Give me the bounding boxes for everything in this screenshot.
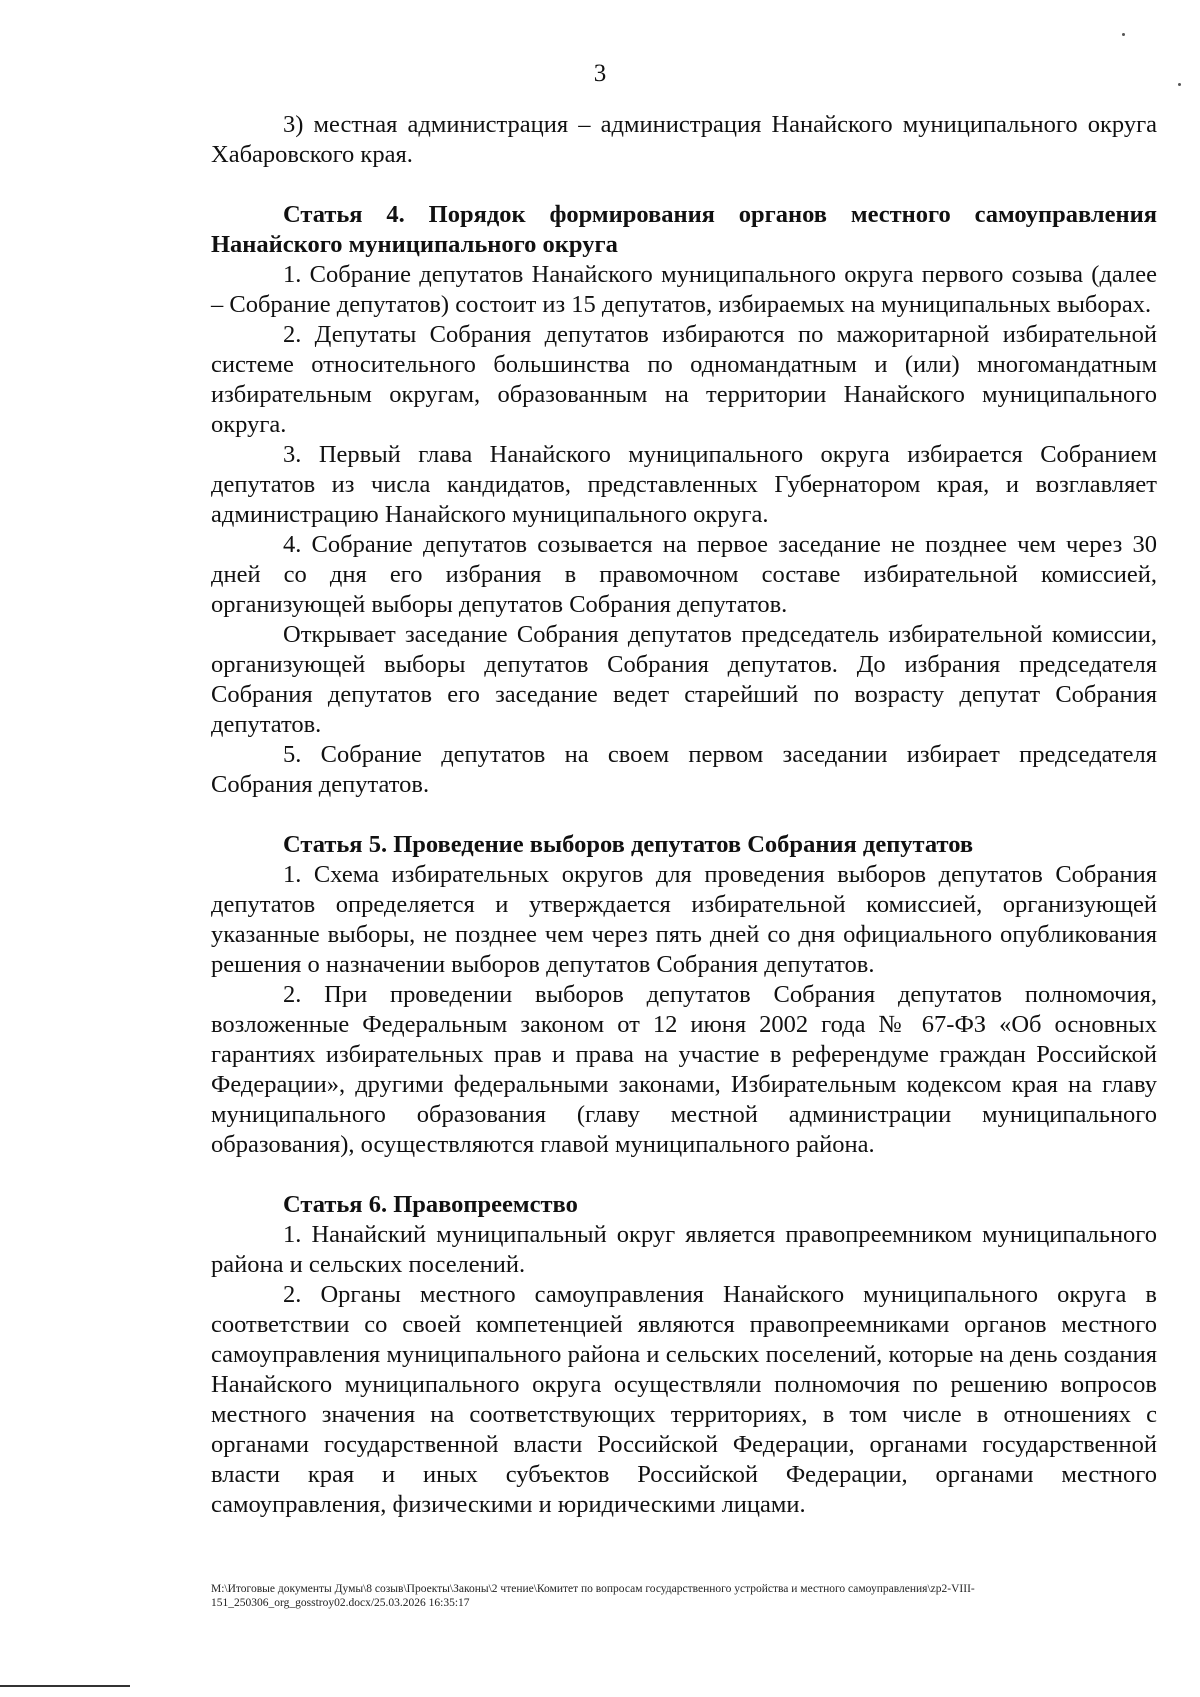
article-6-paragraph: 1. Нанайский муниципальный округ является правопреемником муниципального района и сельских поселений.	[211, 1221, 1157, 1278]
article-4-paragraph: 1. Собрание депутатов Нанайского муниципального округа первого созыва (далее – Собрание депутатов) состоит из 15 депутатов, избираемых на муниципальных выборах.	[211, 261, 1157, 318]
article-5-paragraph: 1. Схема избирательных округов для проведения выборов депутатов Собрания депутатов определяется и утверждается избирательной комиссией, организующей указанные выборы, не позднее чем через пять дней со дня официального опубликования решения о назначении выборов депутатов Собрания депутатов.	[211, 861, 1157, 978]
document-body	[211, 110, 1157, 1520]
page-number: 3	[593, 60, 607, 87]
article-4-title: Статья 4. Порядок формирования органов местного самоуправления Нанайского муниципального округа	[211, 201, 1157, 258]
item-3: 3) местная администрация – администрация Нанайского муниципального округа Хабаровского края.	[211, 111, 1157, 168]
scan-artifact-dot	[1122, 33, 1125, 36]
article-6-title: Статья 6. Правопреемство	[283, 1191, 578, 1218]
scan-artifact-dot	[1178, 83, 1181, 86]
article-4-paragraph: 5. Собрание депутатов на своем первом заседании избирает председателя Собрания депутатов.	[211, 741, 1157, 798]
article-5-paragraph: 2. При проведении выборов депутатов Собрания депутатов полномочия, возложенные Федеральным законом от 12 июня 2002 года № 67-ФЗ «Об основных гарантиях избирательных прав и права на участие в референдуме граждан Российской Федерации», другими федеральными законами, Избирательным кодексом края на главу муниципального образования (главу местной администрации муниципального образования), осуществляются главой муниципального района.	[211, 981, 1157, 1158]
article-4-paragraph: 2. Депутаты Собрания депутатов избираются по мажоритарной избирательной системе относительного большинства по одномандатным и (или) многомандатным избирательным округам, образованным на территории Нанайского муниципального округа.	[211, 321, 1157, 438]
article-4-paragraph: Открывает заседание Собрания депутатов председатель избирательной комиссии, организующей выборы депутатов Собрания депутатов. До избрания председателя Собрания депутатов его заседание ведет старейший по возрасту депутат Собрания депутатов.	[211, 621, 1157, 738]
scan-artifact-line	[0, 1685, 130, 1687]
article-6-paragraph: 2. Органы местного самоуправления Нанайского муниципального округа в соответствии со своей компетенцией являются правопреемниками органов местного самоуправления муниципального района и сельских поселений, которые на день создания Нанайского муниципального округа осуществляли полномочия по решению вопросов местного значения на соответствующих территориях, в том числе в отношениях с органами государственной власти Российской Федерации, органами государственной власти края и иных субъектов Российской Федерации, органами местного самоуправления, физическими и юридическими лицами.	[211, 1281, 1157, 1518]
article-4-paragraph: 4. Собрание депутатов созывается на первое заседание не позднее чем через 30 дней со дня его избрания в правомочном составе избирательной комиссией, организующей выборы депутатов Собрания депутатов.	[211, 531, 1157, 618]
file-path-footer: M:\Итоговые документы Думы\8 созыв\Проекты\Законы\2 чтение\Комитет по вопросам государственного устройства и местного самоуправления\zp2-VIII-151_250306_org_gosstroy02.docx/25.03.2026 16:35:17	[211, 1583, 975, 1609]
article-5-title: Статья 5. Проведение выборов депутатов Собрания депутатов	[283, 831, 974, 858]
article-4-paragraph: 3. Первый глава Нанайского муниципального округа избирается Собранием депутатов из числа кандидатов, представленных Губернатором края, и возглавляет администрацию Нанайского муниципального округа.	[211, 441, 1157, 528]
